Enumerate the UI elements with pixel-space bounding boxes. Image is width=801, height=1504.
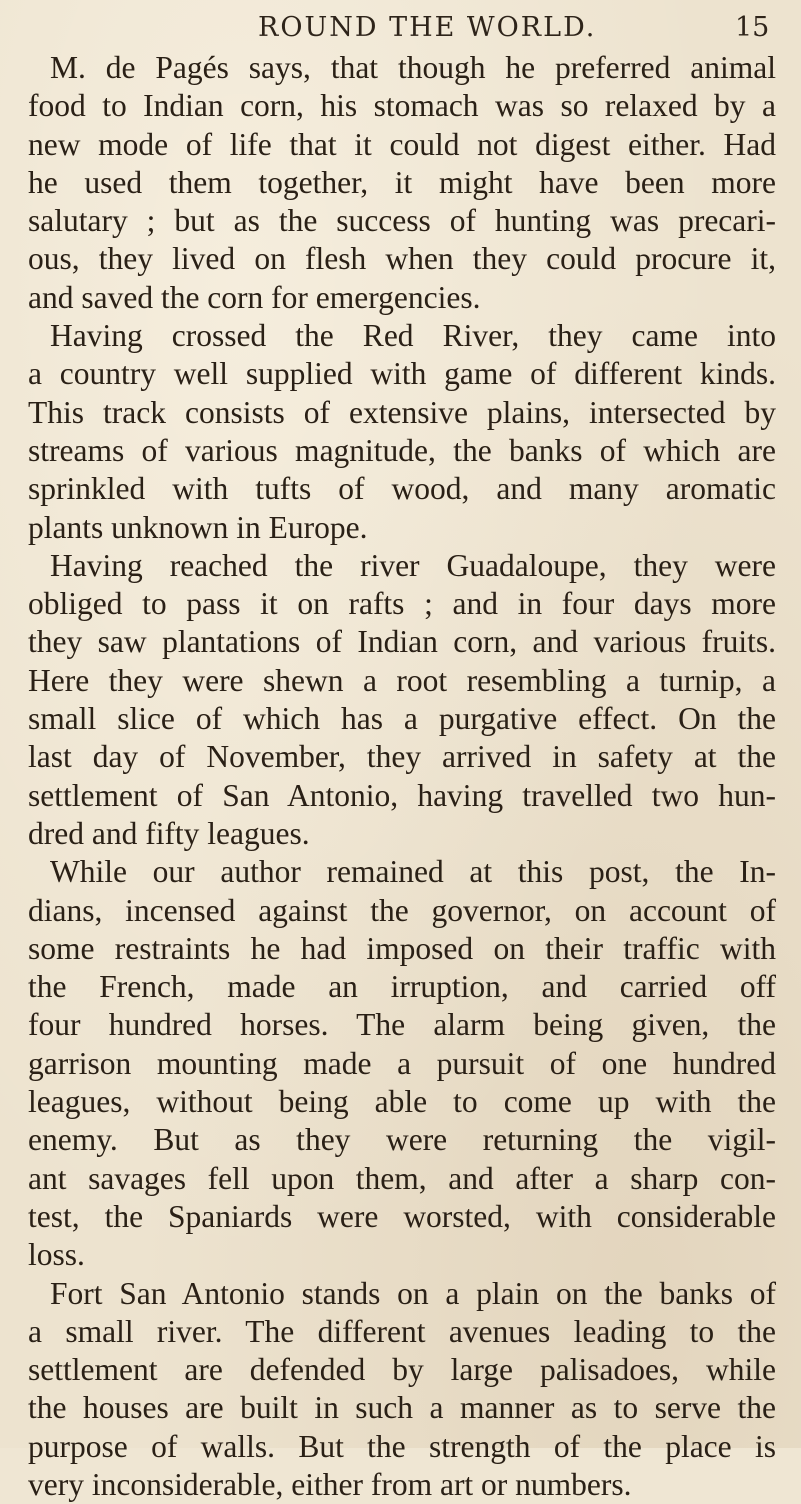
paragraph-last-line: dred and fifty leagues. (28, 815, 310, 851)
text-line: some restraints he had imposed on their traffic with (28, 930, 776, 966)
text-line: settlement are defended by large palisadoes, while (28, 1352, 776, 1388)
text-line: last day of November, they arrived in safety at the (28, 739, 776, 775)
text-line: While our author remained at this post, the In- (50, 854, 776, 890)
text-line: small slice of which has a purgative effect. On the (28, 701, 776, 737)
text-line: Fort San Antonio stands on a plain on the banks of (50, 1275, 776, 1311)
text-line: the French, made an irruption, and carried off (28, 969, 776, 1005)
text-line: ous, they lived on flesh when they could procure it, (28, 241, 776, 277)
text-line: garrison mounting made a pursuit of one hundred (28, 1045, 776, 1081)
text-line: four hundred horses. The alarm being given, the (28, 1007, 776, 1043)
text-line: obliged to pass it on rafts ; and in four days more (28, 586, 776, 622)
text-line: new mode of life that it could not digest either. Had (28, 126, 776, 162)
paragraph-last-line: plants unknown in Europe. (28, 509, 368, 545)
text-line: Here they were shewn a root resembling a turnip, a (28, 662, 776, 698)
text-line: test, the Spaniards were worsted, with considerable (28, 1198, 776, 1234)
text-line: leagues, without being able to come up with the (28, 1084, 776, 1120)
text-line: Having reached the river Guadaloupe, they were (50, 547, 776, 583)
text-line: streams of various magnitude, the banks of which are (28, 432, 776, 468)
text-line: he used them together, it might have been more (28, 164, 776, 200)
text-line: purpose of walls. But the strength of the place is (28, 1428, 776, 1464)
text-line: a country well supplied with game of different kinds. (28, 356, 776, 392)
text-line: Having crossed the Red River, they came into (50, 318, 776, 354)
text-line: settlement of San Antonio, having travelled two hun- (28, 777, 776, 813)
text-line: This track consists of extensive plains, intersected by (28, 394, 776, 430)
text-line: the houses are built in such a manner as to serve the (28, 1390, 776, 1426)
paragraph-last-line: and saved the corn for emergencies. (28, 279, 481, 315)
text-line: M. de Pagés says, that though he preferred animal (50, 50, 776, 85)
text-line: ant savages fell upon them, and after a sharp con- (28, 1160, 776, 1196)
page-header (0, 12, 801, 52)
text-line: dians, incensed against the governor, on account of (28, 892, 776, 928)
text-line: they saw plantations of Indian corn, and various fruits. (28, 624, 776, 660)
running-title: ROUND THE WORLD. (258, 12, 597, 43)
text-line: salutary ; but as the success of hunting was precari- (28, 203, 776, 239)
page-number: 15 (735, 12, 770, 43)
text-line: sprinkled with tufts of wood, and many aromatic (28, 471, 776, 507)
paragraph-last-line: loss. (28, 1237, 85, 1273)
body-text (28, 49, 776, 1504)
text-line: enemy. But as they were returning the vigil- (28, 1122, 776, 1158)
paragraph-last-line: very inconsiderable, either from art or numbers. (28, 1466, 632, 1502)
text-line: a small river. The different avenues leading to the (28, 1313, 776, 1349)
text-line: food to Indian corn, his stomach was so relaxed by a (28, 88, 776, 124)
